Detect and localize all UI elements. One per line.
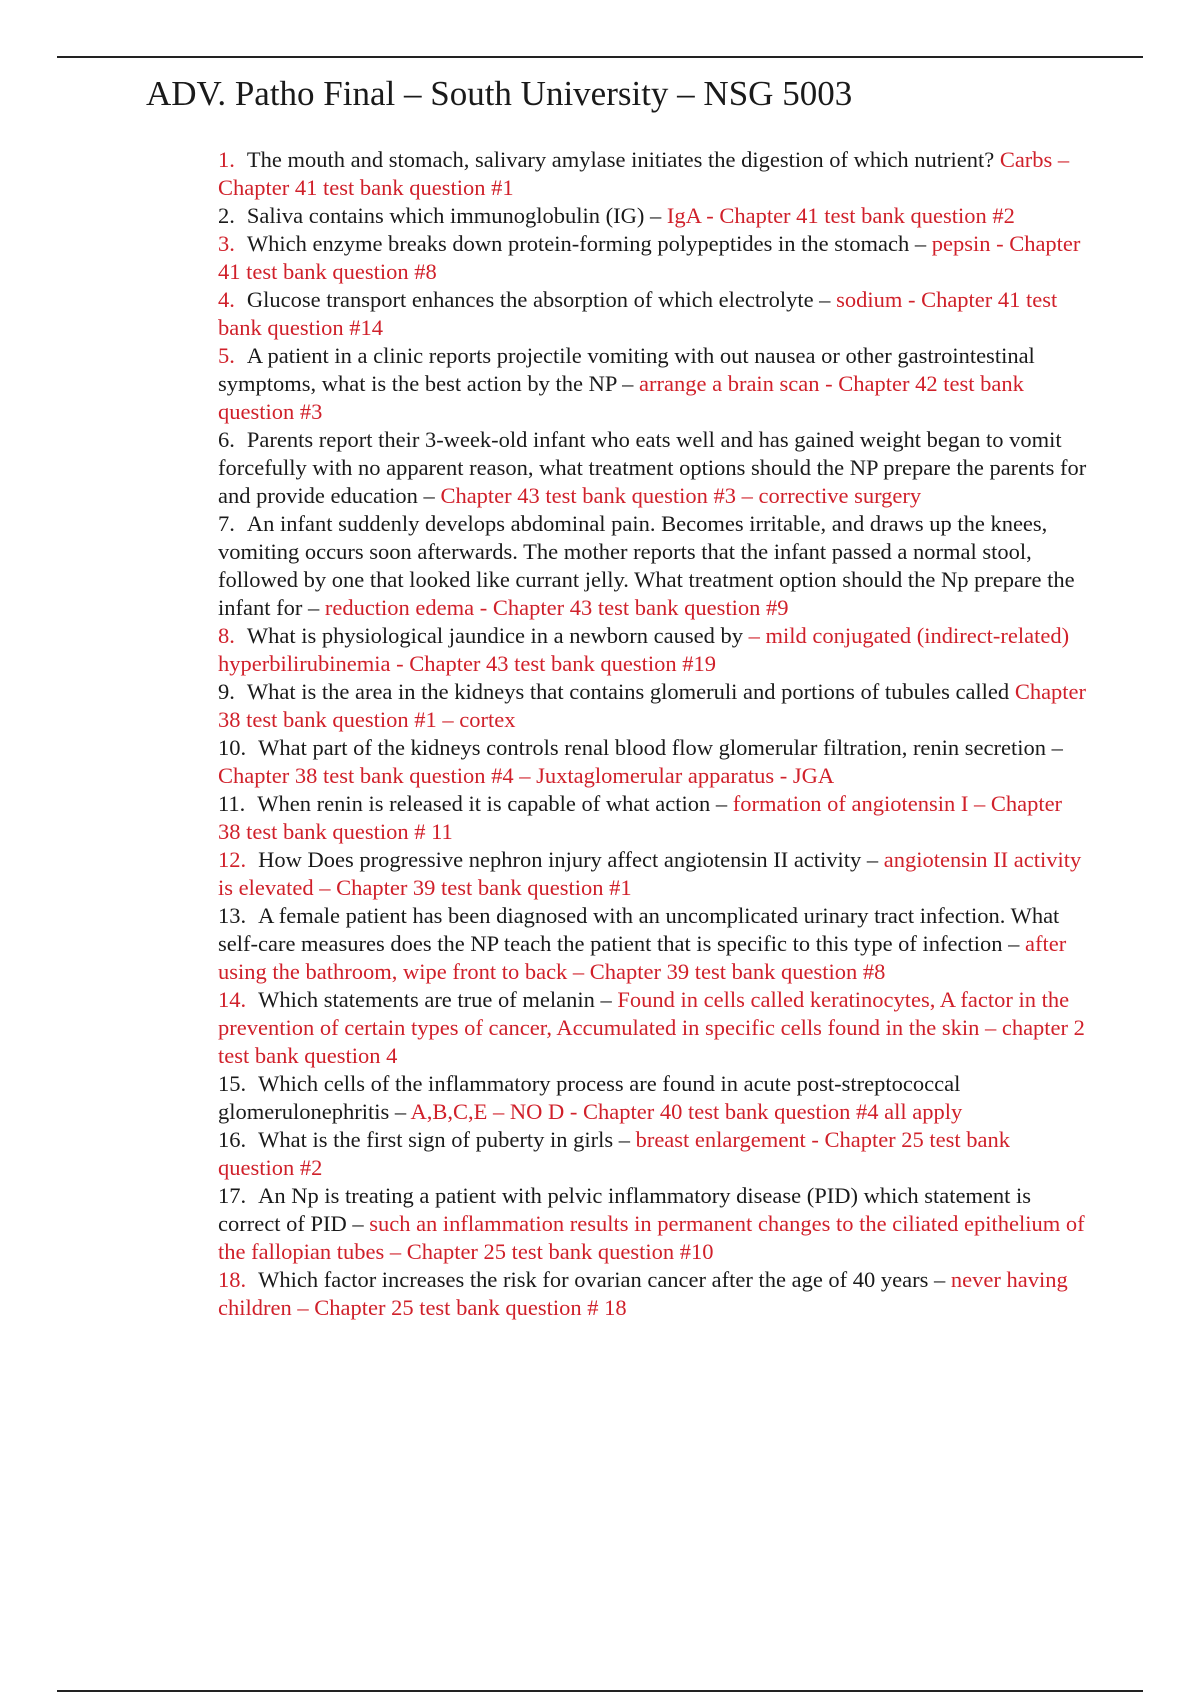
answer-text: – mild conjugated (indirect-related) hyperbilirubinemia - Chapter 43 test bank question #19 [218, 623, 1070, 676]
question-number: 12. [218, 847, 247, 872]
question-number: 10. [218, 735, 247, 760]
question-text: Saliva contains which immunoglobulin (IG) – [246, 203, 667, 228]
question-number: 2. [218, 203, 235, 228]
question-item [218, 426, 1090, 510]
question-text: What is physiological jaundice in a newborn caused by [246, 623, 749, 648]
question-item [218, 230, 1090, 286]
question-item [218, 1266, 1090, 1322]
question-number: 6. [218, 427, 235, 452]
answer-text: Found in cells called keratinocytes, A factor in the prevention of certain types of cancer, Accumulated in specific cells found in the skin – chapter 2 test bank question 4 [218, 987, 1085, 1068]
question-item [218, 1070, 1090, 1126]
question-item [218, 846, 1090, 902]
question-number: 18. [218, 1267, 247, 1292]
question-item [218, 202, 1090, 230]
answer-text: after using the bathroom, wipe front to back – Chapter 39 test bank question #8 [218, 931, 1067, 984]
question-number: 1. [218, 147, 235, 172]
question-text: Which factor increases the risk for ovarian cancer after the age of 40 years – [258, 1267, 951, 1292]
question-text: Which cells of the inflammatory process are found in acute post-streptococcal glomerulonephritis – [218, 1071, 961, 1124]
question-item [218, 986, 1090, 1070]
question-text: How Does progressive nephron injury affect angiotensin II activity – [258, 847, 884, 872]
question-text: Which enzyme breaks down protein-forming polypeptides in the stomach – [246, 231, 932, 256]
question-item [218, 146, 1090, 202]
question-text: What is the area in the kidneys that contains glomeruli and portions of tubules called [246, 679, 1015, 704]
question-text: When renin is released it is capable of what action – [257, 791, 733, 816]
question-text: What part of the kidneys controls renal blood flow glomerular filtration, renin secretion – [258, 735, 1063, 760]
question-number: 8. [218, 623, 235, 648]
question-number: 9. [218, 679, 235, 704]
answer-text: reduction edema - Chapter 43 test bank question #9 [324, 595, 789, 620]
question-item [218, 1126, 1090, 1182]
answer-text: such an inflammation results in permanent changes to the ciliated epithelium of the fallopian tubes – Chapter 25 test bank question #10 [218, 1211, 1085, 1264]
answer-text: A,B,C,E – NO D - Chapter 40 test bank question #4 all apply [410, 1099, 963, 1124]
question-number: 17. [218, 1183, 247, 1208]
question-item [218, 902, 1090, 986]
question-number: 3. [218, 231, 235, 256]
answer-text: IgA - Chapter 41 test bank question #2 [666, 203, 1015, 228]
answer-text: Chapter 43 test bank question #3 – corrective surgery [440, 483, 922, 508]
question-item [218, 678, 1090, 734]
answer-text: Chapter 38 test bank question #4 – Juxtaglomerular apparatus - JGA [218, 763, 835, 788]
question-item [218, 790, 1090, 846]
question-item [218, 1182, 1090, 1266]
document-title: ADV. Patho Final – South University – NSG 5003 [146, 74, 853, 113]
question-item [218, 734, 1090, 790]
question-text: Which statements are true of melanin – [258, 987, 618, 1012]
question-text: An Np is treating a patient with pelvic inflammatory disease (PID) which statement is correct of PID – [218, 1183, 1032, 1236]
question-number: 7. [218, 511, 235, 536]
answer-text: pepsin - Chapter 41 test bank question #8 [218, 231, 1081, 284]
question-number: 4. [218, 287, 235, 312]
top-rule [57, 56, 1143, 58]
question-number: 13. [218, 903, 247, 928]
answer-text: angiotensin II activity is elevated – Chapter 39 test bank question #1 [218, 847, 1082, 900]
question-item [218, 622, 1090, 678]
question-text: Parents report their 3-week-old infant who eats well and has gained weight began to vomit forcefully with no apparent reason, what treatment options should the NP prepare the parents for and provide education – [218, 427, 1087, 508]
question-number: 11. [218, 791, 246, 816]
answer-text: formation of angiotensin I – Chapter 38 test bank question # 11 [218, 791, 1063, 844]
answer-text: breast enlargement - Chapter 25 test bank question #2 [218, 1127, 1011, 1180]
question-text: The mouth and stomach, salivary amylase initiates the digestion of which nutrient? [246, 147, 1000, 172]
answer-text: Chapter 38 test bank question #1 – cortex [218, 679, 1087, 732]
question-number: 14. [218, 987, 247, 1012]
question-list [218, 146, 1090, 1322]
question-number: 5. [218, 343, 235, 368]
answer-text: Carbs – Chapter 41 test bank question #1 [218, 147, 1070, 200]
question-item [218, 510, 1090, 622]
question-item [218, 342, 1090, 426]
answer-text: sodium - Chapter 41 test bank question #14 [218, 287, 1058, 340]
question-text: A female patient has been diagnosed with an uncomplicated urinary tract infection. What self-care measures does the NP teach the patient that is specific to this type of infection – [218, 903, 1060, 956]
question-text: What is the first sign of puberty in girls – [258, 1127, 636, 1152]
question-item [218, 286, 1090, 342]
question-text: A patient in a clinic reports projectile vomiting with out nausea or other gastrointestinal symptoms, what is the best action by the NP – [218, 343, 1035, 396]
bottom-rule [57, 1690, 1143, 1692]
answer-text: arrange a brain scan - Chapter 42 test bank question #3 [218, 371, 1024, 424]
question-text: An infant suddenly develops abdominal pain. Becomes irritable, and draws up the knees, vomiting occurs soon afterwards. The mother reports that the infant passed a normal stool, followed by one that looked like currant jelly. What treatment option should the Np prepare the infant for – [218, 511, 1075, 620]
question-text: Glucose transport enhances the absorption of which electrolyte – [246, 287, 837, 312]
question-number: 16. [218, 1127, 247, 1152]
answer-text: never having children – Chapter 25 test bank question # 18 [218, 1267, 1068, 1320]
question-number: 15. [218, 1071, 247, 1096]
